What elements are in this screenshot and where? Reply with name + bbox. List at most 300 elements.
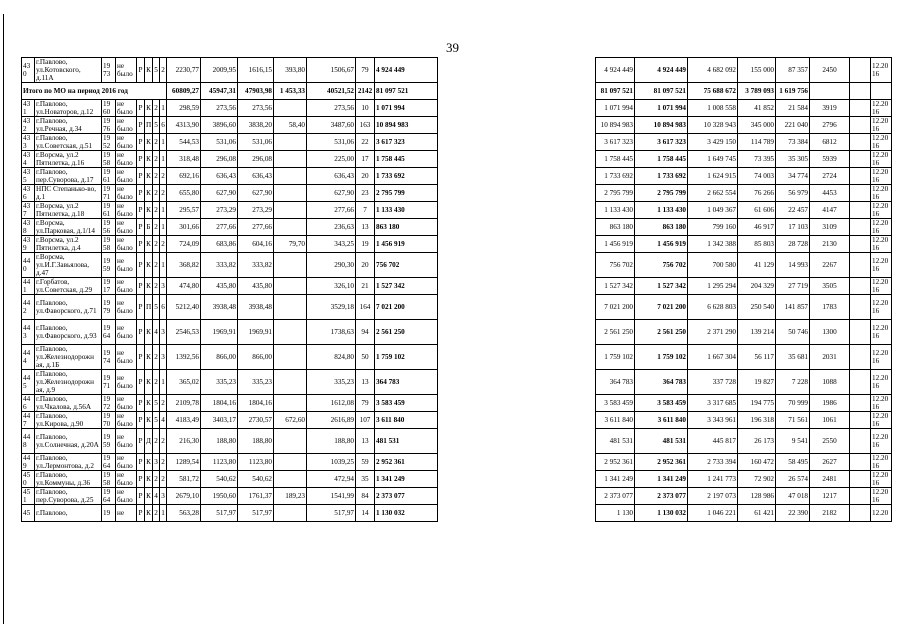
unit-cost: 2182: [810, 505, 850, 522]
floors: 5: [153, 58, 160, 83]
cost-total-3: 1 130 032: [635, 505, 688, 522]
fund-cost: 1 667 304: [688, 345, 738, 370]
year-built: 19 76: [102, 117, 116, 134]
entrances: 3: [160, 278, 167, 295]
spacer: [438, 429, 596, 454]
total-area: 298,59: [167, 100, 201, 117]
material-code: Р: [137, 202, 145, 219]
budget-cost: 139 214: [738, 320, 776, 345]
row-number: 44 9: [22, 454, 35, 471]
owner-cost: 22 390: [776, 505, 810, 522]
limit-cost: [850, 370, 871, 395]
residents: 10: [356, 100, 375, 117]
budget-cost: 250 540: [738, 295, 776, 320]
residents: 50: [356, 345, 375, 370]
cost-total: 364 783: [375, 370, 438, 395]
area-owned: 290,30: [307, 253, 356, 278]
completion-date: 12.20 16: [871, 370, 892, 395]
area-residential: 604,16: [238, 236, 274, 253]
area-residential: 1969,91: [238, 320, 274, 345]
wall-code: К: [145, 395, 153, 412]
last-repair: не было: [116, 429, 137, 454]
limit-cost: [850, 202, 871, 219]
wall-code: К: [145, 278, 153, 295]
entrances: 3: [160, 320, 167, 345]
address: г.Павлово, ул.Лермонтова, д.2: [35, 454, 102, 471]
area-residential: 277,66: [238, 219, 274, 236]
cost-total-3: 481 531: [635, 429, 688, 454]
area-residential: 540,62: [238, 471, 274, 488]
spacer: [438, 117, 596, 134]
spacer: [438, 134, 596, 151]
address: г.Павлово, ул.Речная, д.34: [35, 117, 102, 134]
unit-cost: 3919: [810, 100, 850, 117]
address: г.Ворсма, ул.2 Пятилетка, д.16: [35, 151, 102, 168]
unit-cost: 4453: [810, 185, 850, 202]
row-number: 43 4: [22, 151, 35, 168]
area-owned: 236,63: [307, 219, 356, 236]
completion-date: 12.20 16: [871, 278, 892, 295]
owner-cost: 35 681: [776, 345, 810, 370]
year-built: 19 64: [102, 488, 116, 505]
total-value: 81 097 521: [375, 83, 438, 100]
table-row: [22, 505, 892, 522]
total-value: 40521,52: [307, 83, 356, 100]
entrances: 2: [160, 168, 167, 185]
last-repair: не было: [116, 151, 137, 168]
limit-cost: [850, 168, 871, 185]
budget-cost: 61 606: [738, 202, 776, 219]
area-nonresidential: [274, 278, 307, 295]
entrances: 1: [160, 253, 167, 278]
unit-cost: 2724: [810, 168, 850, 185]
cost-total-3: 2 373 077: [635, 488, 688, 505]
residents: 79: [356, 395, 375, 412]
entrances: 2: [160, 454, 167, 471]
area-owned: 1541,99: [307, 488, 356, 505]
budget-cost: 41 852: [738, 100, 776, 117]
area-premises: 273,29: [201, 202, 238, 219]
margin-line: [3, 14, 4, 624]
table-row: [22, 320, 892, 345]
floors: 2: [153, 253, 160, 278]
floors: 4: [153, 488, 160, 505]
cost-total: 1 341 249: [375, 471, 438, 488]
budget-cost: 155 000: [738, 58, 776, 83]
cost-total-3: 7 021 200: [635, 295, 688, 320]
cost-total-2: 2 952 361: [596, 454, 635, 471]
cost-total: 2 373 077: [375, 488, 438, 505]
limit-cost: [850, 236, 871, 253]
fund-cost: 700 580: [688, 253, 738, 278]
area-owned: 636,43: [307, 168, 356, 185]
row-number: 44 1: [22, 278, 35, 295]
budget-cost: 128 986: [738, 488, 776, 505]
residents: 21: [356, 278, 375, 295]
owner-cost: 22 457: [776, 202, 810, 219]
area-nonresidential: 189,23: [274, 488, 307, 505]
material-code: Р: [137, 488, 145, 505]
material-code: Р: [137, 505, 145, 522]
completion-date: 12.20 16: [871, 454, 892, 471]
cost-total: 863 180: [375, 219, 438, 236]
area-premises: 188,80: [201, 429, 238, 454]
material-code: Р: [137, 168, 145, 185]
completion-date: 12.20 16: [871, 471, 892, 488]
floors: 2: [153, 151, 160, 168]
total-area: 692,16: [167, 168, 201, 185]
area-premises: 3938,48: [201, 295, 238, 320]
unit-cost: 2627: [810, 454, 850, 471]
owner-cost: 221 040: [776, 117, 810, 134]
residents: 13: [356, 429, 375, 454]
floors: 2: [153, 505, 160, 522]
last-repair: не было: [116, 370, 137, 395]
budget-cost: 56 117: [738, 345, 776, 370]
material-code: Р: [137, 58, 145, 83]
area-residential: 1761,37: [238, 488, 274, 505]
residents: 13: [356, 219, 375, 236]
owner-cost: 73 384: [776, 134, 810, 151]
completion-date: 12.20 16: [871, 168, 892, 185]
owner-cost: 35 305: [776, 151, 810, 168]
unit-cost: 3505: [810, 278, 850, 295]
cost-total-2: 1 758 445: [596, 151, 635, 168]
year-built: 19 59: [102, 429, 116, 454]
spacer: [438, 168, 596, 185]
budget-cost: 26 173: [738, 429, 776, 454]
row-number: 44 6: [22, 395, 35, 412]
total-row: [22, 83, 892, 100]
area-owned: 273,56: [307, 100, 356, 117]
owner-cost: 56 979: [776, 185, 810, 202]
residents: 19: [356, 236, 375, 253]
completion-date: 12.20 16: [871, 58, 892, 83]
last-repair: не было: [116, 320, 137, 345]
total-area: 368,82: [167, 253, 201, 278]
limit-cost: [850, 219, 871, 236]
area-nonresidential: [274, 185, 307, 202]
total-area: 295,57: [167, 202, 201, 219]
fund-cost: 6 628 803: [688, 295, 738, 320]
year-built: 19 70: [102, 412, 116, 429]
total-right: 81 097 521: [596, 83, 635, 100]
year-built: 19 74: [102, 345, 116, 370]
total-area: 4183,49: [167, 412, 201, 429]
cost-total-3: 2 795 799: [635, 185, 688, 202]
last-repair: не было: [116, 117, 137, 134]
table-row: [22, 429, 892, 454]
table-row: [22, 134, 892, 151]
floors: 4: [153, 320, 160, 345]
cost-total: 1 759 102: [375, 345, 438, 370]
spacer: [438, 454, 596, 471]
budget-cost: 74 003: [738, 168, 776, 185]
budget-cost: 76 266: [738, 185, 776, 202]
wall-code: К: [145, 202, 153, 219]
address: г.Павлово, ул.Кирова, д.90: [35, 412, 102, 429]
floors: 2: [153, 278, 160, 295]
last-repair: не: [116, 505, 137, 522]
residents: 22: [356, 134, 375, 151]
total-area: 474,80: [167, 278, 201, 295]
wall-code: К: [145, 454, 153, 471]
last-repair: не было: [116, 395, 137, 412]
total-value: 1 453,33: [274, 83, 307, 100]
cost-total-3: 10 894 983: [635, 117, 688, 134]
budget-cost: 41 129: [738, 253, 776, 278]
address: г.Павлово, пер.Суворова, д.25: [35, 488, 102, 505]
budget-cost: 160 472: [738, 454, 776, 471]
area-premises: 273,56: [201, 100, 238, 117]
cost-total-3: 3 583 459: [635, 395, 688, 412]
wall-code: К: [145, 370, 153, 395]
row-number: 43 2: [22, 117, 35, 134]
owner-cost: 141 857: [776, 295, 810, 320]
spacer: [438, 320, 596, 345]
area-residential: 3938,48: [238, 295, 274, 320]
area-nonresidential: [274, 202, 307, 219]
area-nonresidential: [274, 168, 307, 185]
cost-total-3: 2 952 361: [635, 454, 688, 471]
address: г.Горбатов, ул.Советская, д.29: [35, 278, 102, 295]
fund-cost: 1 008 558: [688, 100, 738, 117]
total-area: 1289,54: [167, 454, 201, 471]
row-number: 44 4: [22, 345, 35, 370]
limit-cost: [850, 151, 871, 168]
fund-cost: 445 817: [688, 429, 738, 454]
area-premises: 3403,17: [201, 412, 238, 429]
row-number: 44 7: [22, 412, 35, 429]
address: г.Павлово, ул.Солнечная, д.20А: [35, 429, 102, 454]
area-nonresidential: [274, 295, 307, 320]
year-built: 19: [102, 505, 116, 522]
floors: 2: [153, 345, 160, 370]
table-row: [22, 454, 892, 471]
completion-date: 12.20 16: [871, 117, 892, 134]
completion-date: 12.20 16: [871, 134, 892, 151]
completion-date: 12.20: [871, 505, 892, 522]
floors: 2: [153, 370, 160, 395]
unit-cost: 1061: [810, 412, 850, 429]
unit-cost: 1783: [810, 295, 850, 320]
fund-cost: 2 197 073: [688, 488, 738, 505]
limit-cost: [850, 488, 871, 505]
wall-code: К: [145, 185, 153, 202]
material-code: Р: [137, 429, 145, 454]
material-code: Р: [137, 134, 145, 151]
area-owned: 343,25: [307, 236, 356, 253]
cost-total-2: 1 133 430: [596, 202, 635, 219]
area-owned: 531,06: [307, 134, 356, 151]
row-number: 43 7: [22, 202, 35, 219]
last-repair: не было: [116, 202, 137, 219]
row-number: 43 9: [22, 236, 35, 253]
fund-cost: 799 160: [688, 219, 738, 236]
year-built: 19 56: [102, 219, 116, 236]
unit-cost: 1217: [810, 488, 850, 505]
table-row: [22, 395, 892, 412]
table-row: [22, 412, 892, 429]
limit-cost: [850, 454, 871, 471]
spacer: [438, 278, 596, 295]
area-residential: 435,80: [238, 278, 274, 295]
floors: 2: [153, 185, 160, 202]
limit-cost: [850, 185, 871, 202]
spacer: [438, 253, 596, 278]
cost-total-2: 2 561 250: [596, 320, 635, 345]
floors: 5: [153, 117, 160, 134]
completion-date: 12.20 16: [871, 185, 892, 202]
row-number: 44 2: [22, 295, 35, 320]
area-nonresidential: [274, 151, 307, 168]
wall-code: К: [145, 58, 153, 83]
floors: 5: [153, 295, 160, 320]
spacer: [438, 370, 596, 395]
area-nonresidential: [274, 395, 307, 412]
unit-cost: 1088: [810, 370, 850, 395]
wall-code: П: [145, 295, 153, 320]
owner-cost: 50 746: [776, 320, 810, 345]
wall-code: К: [145, 236, 153, 253]
spacer: [438, 412, 596, 429]
cost-total-2: 10 894 983: [596, 117, 635, 134]
limit-cost: [850, 412, 871, 429]
table-row: [22, 168, 892, 185]
area-nonresidential: [274, 454, 307, 471]
area-nonresidential: 79,70: [274, 236, 307, 253]
limit-cost: [850, 253, 871, 278]
fund-cost: 3 317 685: [688, 395, 738, 412]
year-built: 19 61: [102, 168, 116, 185]
cost-total-3: 1 071 994: [635, 100, 688, 117]
fund-cost: 1 241 773: [688, 471, 738, 488]
last-repair: не было: [116, 58, 137, 83]
area-nonresidential: [274, 370, 307, 395]
floors: 2: [153, 429, 160, 454]
area-premises: 683,86: [201, 236, 238, 253]
total-area: 318,48: [167, 151, 201, 168]
year-built: 19 58: [102, 236, 116, 253]
area-premises: 540,62: [201, 471, 238, 488]
address: г.Павлово, ул.Коммуны, д.36: [35, 471, 102, 488]
material-code: Р: [137, 370, 145, 395]
last-repair: не было: [116, 236, 137, 253]
fund-cost: 2 371 290: [688, 320, 738, 345]
row-number: 45 1: [22, 488, 35, 505]
fund-cost: 1 049 367: [688, 202, 738, 219]
fund-cost: 10 328 943: [688, 117, 738, 134]
last-repair: не было: [116, 454, 137, 471]
row-number: 45 0: [22, 471, 35, 488]
total-area: 216,30: [167, 429, 201, 454]
limit-cost: [850, 505, 871, 522]
year-built: 19 79: [102, 295, 116, 320]
area-nonresidential: [274, 320, 307, 345]
owner-cost: 70 999: [776, 395, 810, 412]
residents: 163: [356, 117, 375, 134]
floors: 2: [153, 236, 160, 253]
wall-code: К: [145, 100, 153, 117]
area-premises: 296,08: [201, 151, 238, 168]
floors: 2: [153, 168, 160, 185]
wall-code: К: [145, 320, 153, 345]
cost-total-2: 2 795 799: [596, 185, 635, 202]
cost-total-2: 7 021 200: [596, 295, 635, 320]
limit-cost: [850, 320, 871, 345]
completion-date: 12.20 16: [871, 320, 892, 345]
cost-total: 1 071 994: [375, 100, 438, 117]
table-row: [22, 253, 892, 278]
wall-code: Д: [145, 429, 153, 454]
cost-total: 1 456 919: [375, 236, 438, 253]
area-residential: 627,90: [238, 185, 274, 202]
total-area: 2109,78: [167, 395, 201, 412]
year-built: 19 71: [102, 185, 116, 202]
last-repair: не было: [116, 100, 137, 117]
blank: [850, 83, 871, 100]
wall-code: К: [145, 253, 153, 278]
area-residential: 273,29: [238, 202, 274, 219]
area-owned: 1612,08: [307, 395, 356, 412]
owner-cost: 58 495: [776, 454, 810, 471]
total-area: 301,66: [167, 219, 201, 236]
owner-cost: 28 728: [776, 236, 810, 253]
area-owned: 225,00: [307, 151, 356, 168]
spacer: [438, 295, 596, 320]
limit-cost: [850, 58, 871, 83]
last-repair: не было: [116, 185, 137, 202]
total-area: 655,80: [167, 185, 201, 202]
cost-total: 1 527 342: [375, 278, 438, 295]
area-owned: 277,66: [307, 202, 356, 219]
entrances: 2: [160, 236, 167, 253]
last-repair: не было: [116, 471, 137, 488]
owner-cost: 9 541: [776, 429, 810, 454]
entrances: 6: [160, 295, 167, 320]
owner-cost: 47 018: [776, 488, 810, 505]
area-nonresidential: [274, 345, 307, 370]
spacer: [438, 58, 596, 83]
material-code: Р: [137, 295, 145, 320]
budget-cost: 114 789: [738, 134, 776, 151]
entrances: 1: [160, 100, 167, 117]
total-value: 47903,98: [238, 83, 274, 100]
total-area: 563,28: [167, 505, 201, 522]
total-area: 2546,53: [167, 320, 201, 345]
material-code: Р: [137, 345, 145, 370]
total-area: 581,72: [167, 471, 201, 488]
last-repair: не было: [116, 278, 137, 295]
wall-code: К: [145, 168, 153, 185]
owner-cost: 14 993: [776, 253, 810, 278]
entrances: 3: [160, 488, 167, 505]
total-right: 81 097 521: [635, 83, 688, 100]
table-row: [22, 185, 892, 202]
completion-date: 12.20 16: [871, 202, 892, 219]
cost-total: 3 583 459: [375, 395, 438, 412]
completion-date: 12.20 16: [871, 429, 892, 454]
residents: 20: [356, 168, 375, 185]
limit-cost: [850, 100, 871, 117]
area-premises: 627,90: [201, 185, 238, 202]
address: г.Ворсма, ул.И.Г.Завьялова, д.47: [35, 253, 102, 278]
floors: 2: [153, 202, 160, 219]
wall-code: К: [145, 412, 153, 429]
owner-cost: 7 228: [776, 370, 810, 395]
table-row: [22, 278, 892, 295]
area-owned: 824,80: [307, 345, 356, 370]
